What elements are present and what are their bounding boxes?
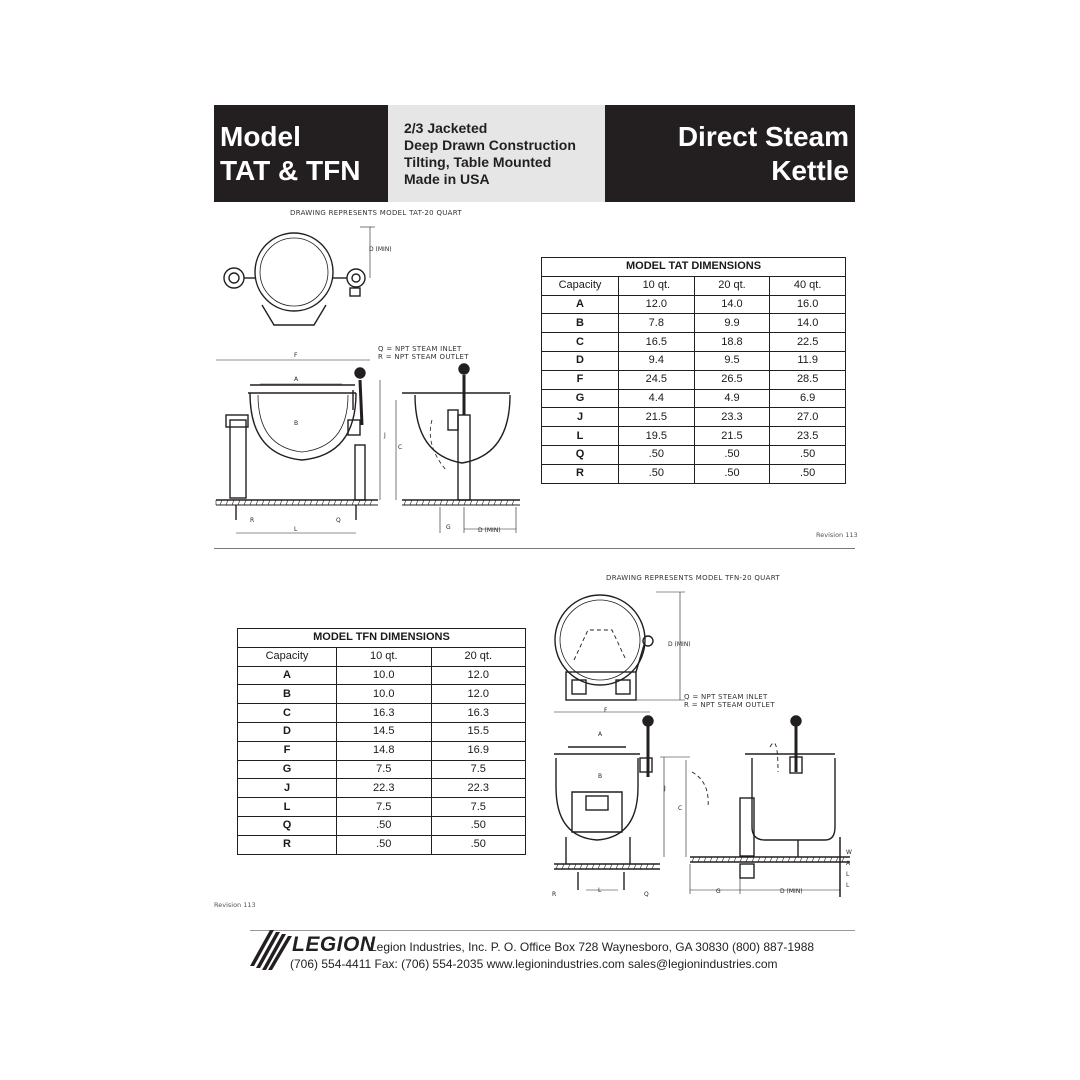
table-row — [238, 741, 526, 760]
table-cell: .50 — [619, 445, 695, 464]
tfn-label-d-min: D (MIN) — [668, 641, 691, 648]
column-header: 10 qt. — [619, 276, 695, 295]
row-label: D — [238, 722, 337, 741]
table-cell: .50 — [770, 445, 846, 464]
footer-contact-line: (706) 554-4411 Fax: (706) 554-2035 www.legionindustries.com sales@legionindustries.com — [290, 957, 778, 971]
row-label: L — [542, 427, 619, 446]
table-cell: 23.3 — [694, 408, 770, 427]
column-header: Capacity — [542, 276, 619, 295]
tat-label-q: Q — [336, 517, 341, 524]
table-cell: 7.5 — [337, 798, 432, 817]
tfn-dimensions-table — [237, 628, 526, 855]
table-cell: 14.0 — [694, 295, 770, 314]
table-cell: 22.3 — [337, 779, 432, 798]
footer-rule — [250, 930, 855, 931]
table-row — [238, 816, 526, 835]
table-cell: .50 — [619, 464, 695, 483]
table-cell: 16.9 — [431, 741, 526, 760]
table-cell: 9.4 — [619, 351, 695, 370]
tfn-label-d-min2: D (MIN) — [780, 888, 803, 895]
row-label: R — [542, 464, 619, 483]
tat-legend-r: R = NPT STEAM OUTLET — [378, 353, 469, 361]
row-label: Q — [542, 445, 619, 464]
tat-table-title: MODEL TAT DIMENSIONS — [542, 258, 846, 277]
table-cell: 23.5 — [770, 427, 846, 446]
model-names: TAT & TFN — [220, 155, 361, 186]
table-cell: 15.5 — [431, 722, 526, 741]
tfn-wall-label: W — [846, 849, 852, 856]
table-cell: 9.9 — [694, 314, 770, 333]
tfn-label-r: R — [552, 891, 557, 898]
tfn-label-j: J — [664, 785, 666, 792]
table-cell: 10.0 — [337, 666, 432, 685]
tat-label-g: G — [446, 524, 451, 531]
table-cell: 7.8 — [619, 314, 695, 333]
table-cell: .50 — [431, 816, 526, 835]
column-header: 40 qt. — [770, 276, 846, 295]
table-cell: 10.0 — [337, 685, 432, 704]
tat-revision-note: Revision 113 — [816, 531, 858, 539]
tat-label-b: B — [294, 420, 299, 427]
table-row — [238, 760, 526, 779]
table-row — [238, 722, 526, 741]
table-row — [542, 351, 846, 370]
row-label: A — [238, 666, 337, 685]
table-cell: 4.9 — [694, 389, 770, 408]
tat-technical-drawing — [210, 215, 530, 540]
table-row — [542, 389, 846, 408]
table-cell: 26.5 — [694, 370, 770, 389]
table-cell: .50 — [694, 445, 770, 464]
table-cell: 7.5 — [431, 798, 526, 817]
tfn-label-q: Q — [644, 891, 649, 898]
tfn-legend-q: Q = NPT STEAM INLET — [684, 693, 768, 701]
table-row — [542, 333, 846, 352]
tat-dimensions-table — [541, 257, 846, 484]
table-row — [238, 704, 526, 723]
product-title-line1: Direct Steam — [677, 121, 849, 152]
row-label: C — [542, 333, 619, 352]
table-cell: .50 — [431, 835, 526, 854]
row-label: J — [542, 408, 619, 427]
row-label: G — [238, 760, 337, 779]
tfn-label-c: C — [678, 805, 683, 812]
table-cell: 22.3 — [431, 779, 526, 798]
table-row — [542, 408, 846, 427]
tat-legend-q: Q = NPT STEAM INLET — [378, 345, 462, 353]
tfn-table-title: MODEL TFN DIMENSIONS — [238, 629, 526, 648]
table-row — [238, 835, 526, 854]
section-divider — [214, 548, 855, 549]
tfn-wall-label: L — [846, 871, 850, 878]
model-label: Model — [220, 121, 301, 152]
table-row — [542, 295, 846, 314]
table-cell: .50 — [770, 464, 846, 483]
footer-address-line: Legion Industries, Inc. P. O. Office Box 728 Waynesboro, GA 30830 (800) 887-1988 — [370, 940, 815, 954]
tfn-label-l: L — [598, 887, 602, 894]
tfn-label-a: A — [598, 731, 603, 738]
spec-header-box — [388, 105, 605, 202]
table-row — [542, 314, 846, 333]
row-label: B — [238, 685, 337, 704]
table-cell: 18.8 — [694, 333, 770, 352]
row-label: F — [542, 370, 619, 389]
tat-drawing-caption: DRAWING REPRESENTS MODEL TAT-20 QUART — [290, 209, 462, 217]
table-cell: 7.5 — [337, 760, 432, 779]
row-label: A — [542, 295, 619, 314]
tat-label-j: J — [384, 432, 386, 439]
table-cell: 16.5 — [619, 333, 695, 352]
table-cell: 12.0 — [431, 666, 526, 685]
row-label: G — [542, 389, 619, 408]
table-cell: 22.5 — [770, 333, 846, 352]
tfn-technical-drawing — [540, 582, 860, 907]
model-header-box — [214, 105, 388, 202]
row-label: D — [542, 351, 619, 370]
row-label: J — [238, 779, 337, 798]
table-cell: 11.9 — [770, 351, 846, 370]
tat-label-l: L — [294, 526, 298, 533]
spec-line: Deep Drawn Construction — [404, 137, 576, 153]
table-cell: 9.5 — [694, 351, 770, 370]
table-cell: 4.4 — [619, 389, 695, 408]
tat-label-c: C — [398, 444, 403, 451]
row-label: L — [238, 798, 337, 817]
column-header: 10 qt. — [337, 647, 432, 666]
table-cell: 12.0 — [619, 295, 695, 314]
table-row — [238, 666, 526, 685]
table-cell: 16.3 — [337, 704, 432, 723]
tat-label-f: F — [294, 352, 298, 359]
product-title-line2: Kettle — [771, 155, 849, 186]
table-row — [238, 798, 526, 817]
table-cell: 7.5 — [431, 760, 526, 779]
table-cell: 19.5 — [619, 427, 695, 446]
tfn-legend-r: R = NPT STEAM OUTLET — [684, 701, 775, 709]
table-cell: 28.5 — [770, 370, 846, 389]
table-row — [542, 370, 846, 389]
tat-label-d-min2: D (MIN) — [478, 527, 501, 534]
row-label: B — [542, 314, 619, 333]
table-cell: .50 — [337, 835, 432, 854]
spec-line: 2/3 Jacketed — [404, 120, 488, 136]
table-cell: 16.0 — [770, 295, 846, 314]
tfn-wall-label: A — [846, 860, 851, 867]
column-header: Capacity — [238, 647, 337, 666]
row-label: R — [238, 835, 337, 854]
row-label: C — [238, 704, 337, 723]
table-cell: 21.5 — [619, 408, 695, 427]
tfn-revision-note: Revision 113 — [214, 901, 256, 909]
table-cell: 14.8 — [337, 741, 432, 760]
table-cell: .50 — [337, 816, 432, 835]
table-cell: 12.0 — [431, 685, 526, 704]
legion-brand-name: LEGION — [292, 933, 376, 956]
row-label: F — [238, 741, 337, 760]
table-row — [542, 464, 846, 483]
tfn-drawing-caption: DRAWING REPRESENTS MODEL TFN-20 QUART — [606, 574, 780, 582]
tfn-label-b: B — [598, 773, 603, 780]
table-cell: 21.5 — [694, 427, 770, 446]
table-cell: 24.5 — [619, 370, 695, 389]
table-cell: .50 — [694, 464, 770, 483]
tat-label-r: R — [250, 517, 255, 524]
column-header: 20 qt. — [431, 647, 526, 666]
table-cell: 14.0 — [770, 314, 846, 333]
tfn-wall-label: L — [846, 882, 850, 889]
tat-label-a: A — [294, 376, 299, 383]
table-cell: 27.0 — [770, 408, 846, 427]
table-row — [238, 779, 526, 798]
table-cell: 6.9 — [770, 389, 846, 408]
spec-line: Tilting, Table Mounted — [404, 154, 552, 170]
tat-label-d-min: D (MIN) — [369, 246, 392, 253]
table-row — [542, 427, 846, 446]
tfn-label-f: F — [604, 707, 608, 714]
table-cell: 14.5 — [337, 722, 432, 741]
legion-logo-icon — [248, 926, 294, 972]
column-header: 20 qt. — [694, 276, 770, 295]
spec-line: Made in USA — [404, 171, 490, 187]
table-row — [238, 685, 526, 704]
tfn-label-g: G — [716, 888, 721, 895]
table-cell: 16.3 — [431, 704, 526, 723]
title-header-box — [605, 105, 855, 202]
table-row — [542, 445, 846, 464]
row-label: Q — [238, 816, 337, 835]
